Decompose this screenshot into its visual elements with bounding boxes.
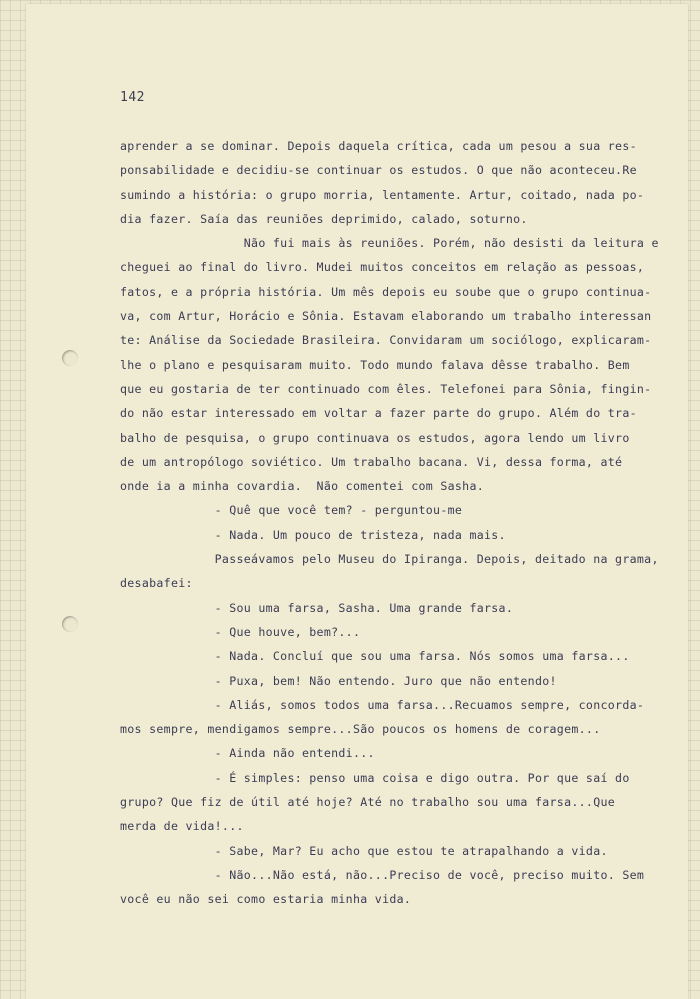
text-line: - Puxa, bem! Não entendo. Juro que não entendo! (120, 673, 557, 688)
text-line: de um antropólogo soviético. Um trabalho bacana. Vi, dessa forma, até (120, 454, 623, 469)
text-line: - Sabe, Mar? Eu acho que estou te atrapalhando a vida. (120, 843, 608, 858)
text-line: lhe o plano e pesquisaram muito. Todo mundo falava dêsse trabalho. Bem (120, 357, 630, 372)
text-line: - É simples: penso uma coisa e digo outra. Por que saí do (120, 770, 630, 785)
text-line: aprender a se dominar. Depois daquela crítica, cada um pesou a sua res- (120, 139, 637, 153)
text-line: Passeávamos pelo Museu do Ipiranga. Depois, deitado na grama, (120, 552, 659, 567)
text-line: - Ainda não entendi... (120, 746, 375, 761)
text-line: que eu gostaria de ter continuado com êles. Telefonei para Sônia, fingin- (120, 381, 652, 396)
typed-text-body (120, 134, 660, 912)
text-line: grupo? Que fiz de útil até hoje? Até no trabalho sou uma farsa...Que (120, 795, 616, 810)
text-line: te: Análise da Sociedade Brasileira. Convidaram um sociólogo, explicaram- (120, 333, 652, 348)
text-line: ponsabilidade e decidiu-se continuar os estudos. O que não aconteceu.Re (120, 163, 637, 178)
text-line: balho de pesquisa, o grupo continuava os estudos, agora lendo um livro (120, 430, 630, 445)
text-line: - Nada. Um pouco de tristeza, nada mais. (120, 527, 506, 542)
page-number: 142 (120, 90, 145, 105)
text-line: va, com Artur, Horácio e Sônia. Estavam elaborando um trabalho interessan (120, 309, 652, 324)
binder-hole-upper (62, 350, 78, 366)
text-line: - Quê que você tem? - perguntou-me (120, 503, 463, 518)
binder-hole-lower (62, 616, 78, 632)
text-line: cheguei ao final do livro. Mudei muitos conceitos em relação as pessoas, (120, 260, 645, 275)
text-line: onde ia a minha covardia. Não comentei com Sasha. (120, 479, 485, 494)
text-line: - Sou uma farsa, Sasha. Uma grande farsa. (120, 600, 514, 615)
text-line: Não fui mais às reuniões. Porém, não desisti da leitura e (120, 236, 659, 251)
text-line: dia fazer. Saía das reuniões deprimido, calado, soturno. (120, 211, 528, 226)
text-line: do não estar interessado em voltar a fazer parte do grupo. Além do tra- (120, 406, 637, 421)
text-line: - Nada. Concluí que sou uma farsa. Nós somos uma farsa... (120, 649, 630, 664)
text-line: - Aliás, somos todos uma farsa...Recuamos sempre, concorda- (120, 697, 645, 712)
text-line: desabafei: (120, 576, 193, 591)
text-line: você eu não sei como estaria minha vida. (120, 892, 412, 907)
text-line: - Não...Não está, não...Preciso de você, preciso muito. Sem (120, 867, 645, 882)
text-line: fatos, e a própria história. Um mês depois eu soube que o grupo continua- (120, 284, 652, 299)
text-line: mos sempre, mendigamos sempre...São poucos os homens de coragem... (120, 722, 601, 737)
text-line: - Que houve, bem?... (120, 624, 361, 639)
text-line: merda de vida!... (120, 819, 244, 834)
text-line: sumindo a história: o grupo morria, lentamente. Artur, coitado, nada po- (120, 187, 645, 202)
